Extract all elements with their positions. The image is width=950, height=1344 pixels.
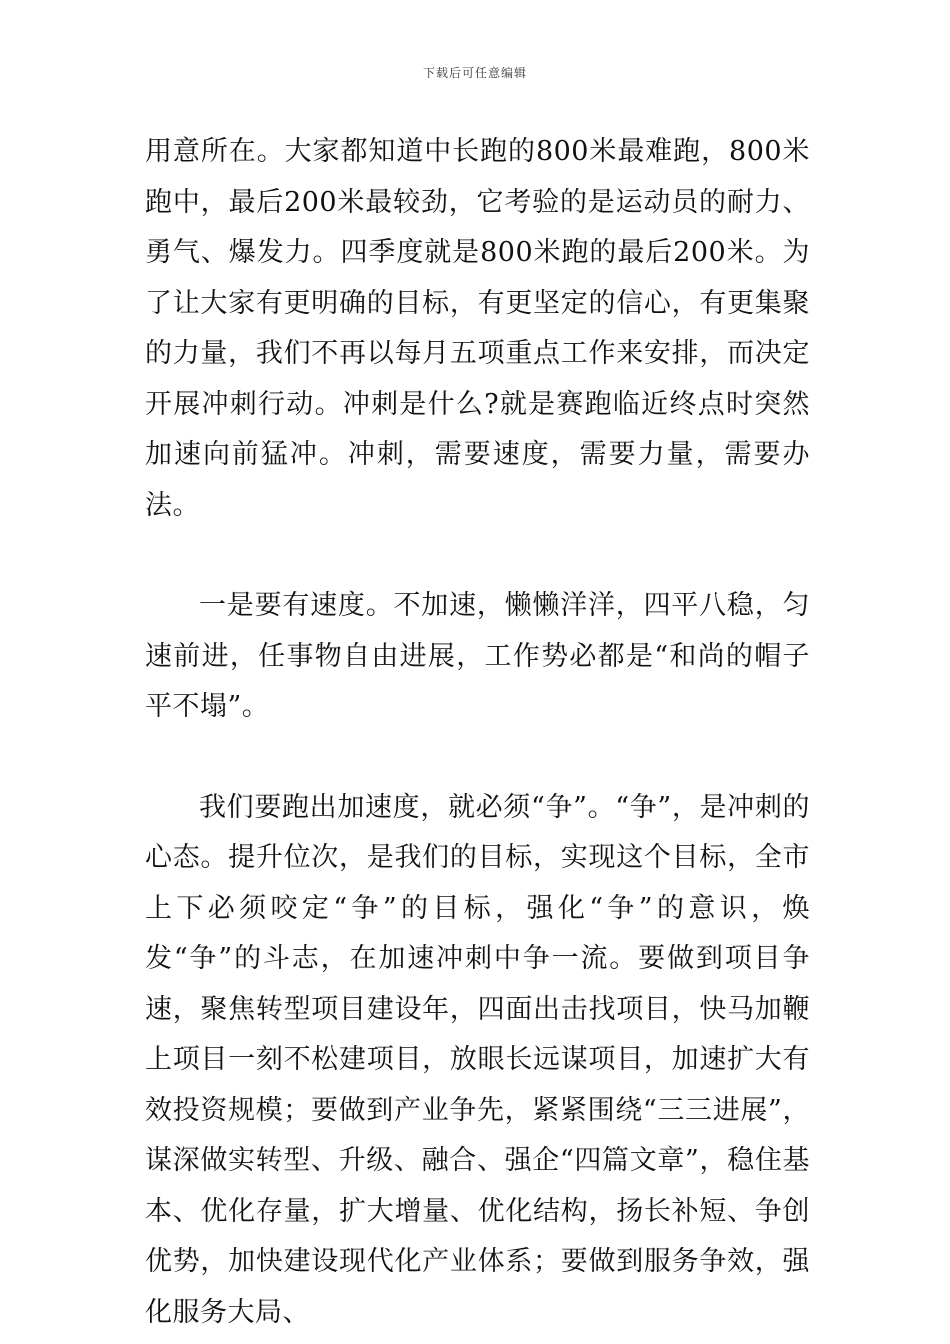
paragraph-2: 一是要有速度。不加速，懒懒洋洋，四平八稳，匀速前进，任事物自由进展，工作势必都是“和尚的帽子平不塌”。 [145, 590, 810, 722]
header-note: 下载后可任意编辑 [422, 66, 527, 80]
paragraph-1: 用意所在。大家都知道中长跑的800米最难跑，800米跑中，最后200米最较劲，它考验的是运动员的耐力、勇气、爆发力。四季度就是800米跑的最后200米。为了让大家有更明确的目标，有更坚定的信心，有更集聚的力量，我们不再以每月五项重点工作来安排，而决定开展冲刺行动。冲刺是什么?就是赛跑临近终点时突然加速向前猛冲。冲刺，需要速度，需要力量，需要办法。 [145, 136, 810, 521]
paragraph-3: 我们要跑出加速度，就必须“争”。“争”，是冲刺的心态。提升位次，是我们的目标，实现这个目标，全市上下必须咬定“争”的目标，强化“争”的意识，焕发“争”的斗志，在加速冲刺中争一流。要做到项目争速，聚焦转型项目建设年，四面出击找项目，快马加鞭上项目一刻不松建项目，放眼长远谋项目，加速扩大有效投资规模；要做到产业争先，紧紧围绕“三三进展”，谋深做实转型、升级、融合、强企“四篇文章”，稳住基本、优化存量，扩大增量、优化结构，扬长补短、争创优势，加快建设现代化产业体系；要做到服务争效，强化服务大局、 [145, 791, 810, 1328]
document-body [145, 127, 810, 1338]
